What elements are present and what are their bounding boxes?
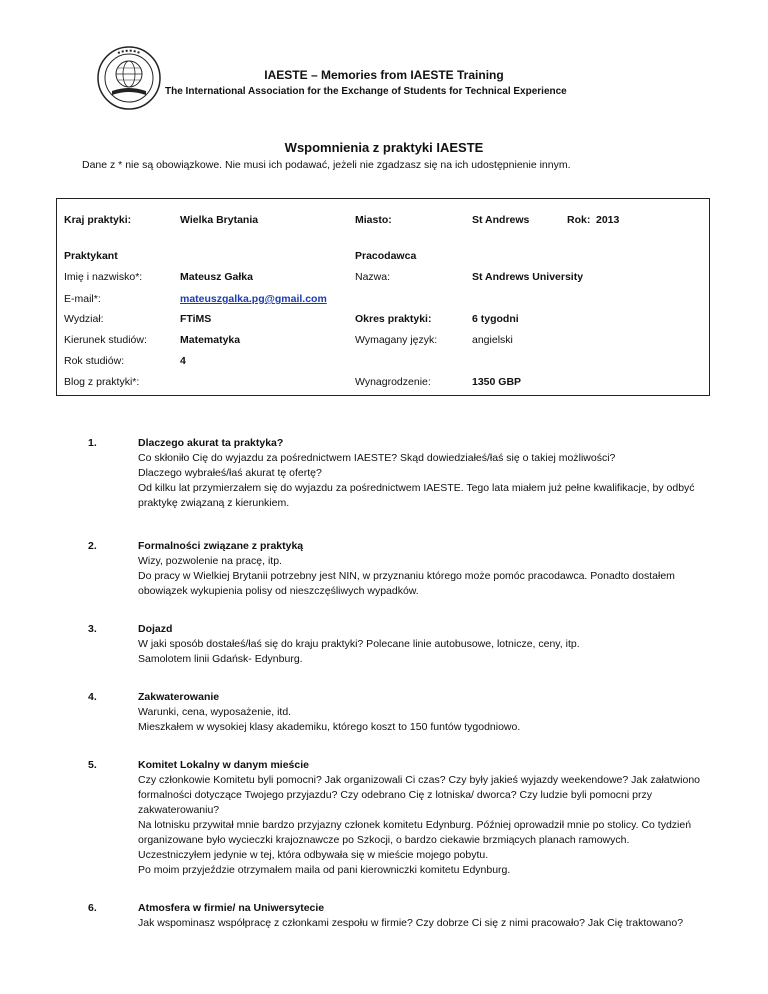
employer-name-value: St Andrews University: [472, 271, 584, 283]
answer-text: Po moim przyjeździe otrzymałem maila od pani kierowniczki komitetu Edynburg.: [138, 864, 511, 876]
question-text: Czy członkowie Komitetu byli pomocni? Jak organizowali Ci czas? Czy były jakieś wyjazdy weekendowe? Jak załatwiono formalności dotyczące Twojego przyjazdu? Czy odebrano Cię z lotniska/ dworca? Czy ludzie byli pomocni przy zakwaterowaniu?: [138, 774, 700, 816]
answer-text: Do pracy w Wielkiej Brytanii potrzebny jest NIN, w przyznaniu którego może pomóc pracodawca. Ponadto dostałem obowiązek wykupienia polisy od nieszczęśliwych wypadków.: [138, 570, 675, 597]
salary-value: 1350 GBP: [472, 376, 522, 388]
question-heading: Zakwaterowanie: [138, 691, 220, 703]
salary-label: Wynagrodzenie:: [355, 376, 431, 388]
question-text: Dlaczego wybrałeś/łaś akurat tę ofertę?: [138, 467, 322, 479]
period-label: Okres praktyki:: [355, 313, 432, 325]
language-value: angielski: [472, 334, 513, 346]
question-heading: Atmosfera w firmie/ na Uniwersytecie: [138, 902, 325, 914]
intro-note: Dane z * nie są obowiązkowe. Nie musi ich podawać, jeżeli nie zgadzasz się na ich udostępnienie innym.: [82, 159, 571, 171]
name-label: Imię i nazwisko*:: [64, 271, 143, 283]
question-number: 2.: [88, 540, 97, 552]
answer-text: Od kilku lat przymierzałem się do wyjazdu za pośrednictwem IAESTE. Tego lata miałem już pełne kwalifikacje, by odbyć praktykę związaną z kierunkiem.: [138, 482, 695, 509]
study-year-value: 4: [180, 355, 186, 367]
year-value: 2013: [596, 214, 620, 226]
question-number: 5.: [88, 759, 97, 771]
header-subtitle: The International Association for the Exchange of Students for Technical Experience: [165, 86, 567, 97]
blog-label: Blog z praktyki*:: [64, 376, 140, 388]
header-title: IAESTE – Memories from IAESTE Training: [264, 68, 504, 82]
major-label: Kierunek studiów:: [64, 334, 147, 346]
question-number: 6.: [88, 902, 97, 914]
answer-text: Na lotnisku przywitał mnie bardzo przyjazny członek komitetu Edynburg. Później oprowadził mnie po stolicy. Co tydzień organizowane było wycieczki krajoznawcze po Szkocji, o bardzo ciekawie brzmiących planach ramowych. Uczestniczyłem jedynie w tej, która odbywała się w mieście mojego pobytu.: [138, 819, 692, 861]
question-number: 3.: [88, 623, 97, 635]
answer-text: Mieszkałem w wysokiej klasy akademiku, którego koszt to 150 funtów tygodniowo.: [138, 721, 521, 733]
year-label: Rok:: [567, 214, 591, 226]
question-number: 1.: [88, 437, 97, 449]
question-text: Co skłoniło Cię do wyjazdu za pośrednictwem IAESTE? Skąd dowiedziałeś/łaś się o takiej możliwości?: [138, 452, 616, 464]
question-number: 4.: [88, 691, 97, 703]
name-value: Mateusz Gałka: [180, 271, 253, 283]
answer-text: Samolotem linii Gdańsk- Edynburg.: [138, 653, 303, 665]
faculty-label: Wydział:: [64, 313, 104, 325]
major-value: Matematyka: [180, 334, 241, 346]
document-title: Wspomnienia z praktyki IAESTE: [284, 140, 484, 155]
employer-name-label: Nazwa:: [355, 271, 391, 283]
employer-heading: Pracodawca: [355, 250, 417, 262]
question-heading: Komitet Lokalny w danym mieście: [138, 759, 309, 771]
period-value: 6 tygodni: [472, 313, 519, 325]
city-label: Miasto:: [355, 214, 392, 226]
faculty-value: FTiMS: [180, 313, 212, 325]
question-heading: Dojazd: [138, 623, 173, 635]
question-text: Wizy, pozwolenie na pracę, itp.: [138, 555, 282, 567]
question-heading: Formalności związane z praktyką: [138, 540, 304, 552]
question-text: Warunki, cena, wyposażenie, itd.: [138, 706, 292, 718]
country-value: Wielka Brytania: [180, 214, 259, 226]
city-value: St Andrews: [472, 214, 530, 226]
study-year-label: Rok studiów:: [64, 355, 125, 367]
question-heading: Dlaczego akurat ta praktyka?: [138, 437, 284, 449]
email-link[interactable]: mateuszgalka.pg@gmail.com: [180, 293, 327, 305]
training-info-box: [56, 198, 710, 396]
language-label: Wymagany język:: [355, 334, 438, 346]
trainee-heading: Praktykant: [64, 250, 118, 262]
country-label: Kraj praktyki:: [64, 214, 132, 226]
question-text: Jak wspominasz współpracę z członkami zespołu w firmie? Czy dobrze Ci się z nimi pracowało? Jak Cię traktowano?: [138, 917, 684, 929]
question-text: W jaki sposób dostałeś/łaś się do kraju praktyki? Polecane linie autobusowe, lotnicze, ceny, itp.: [138, 638, 580, 650]
email-label: E-mail*:: [64, 293, 101, 305]
